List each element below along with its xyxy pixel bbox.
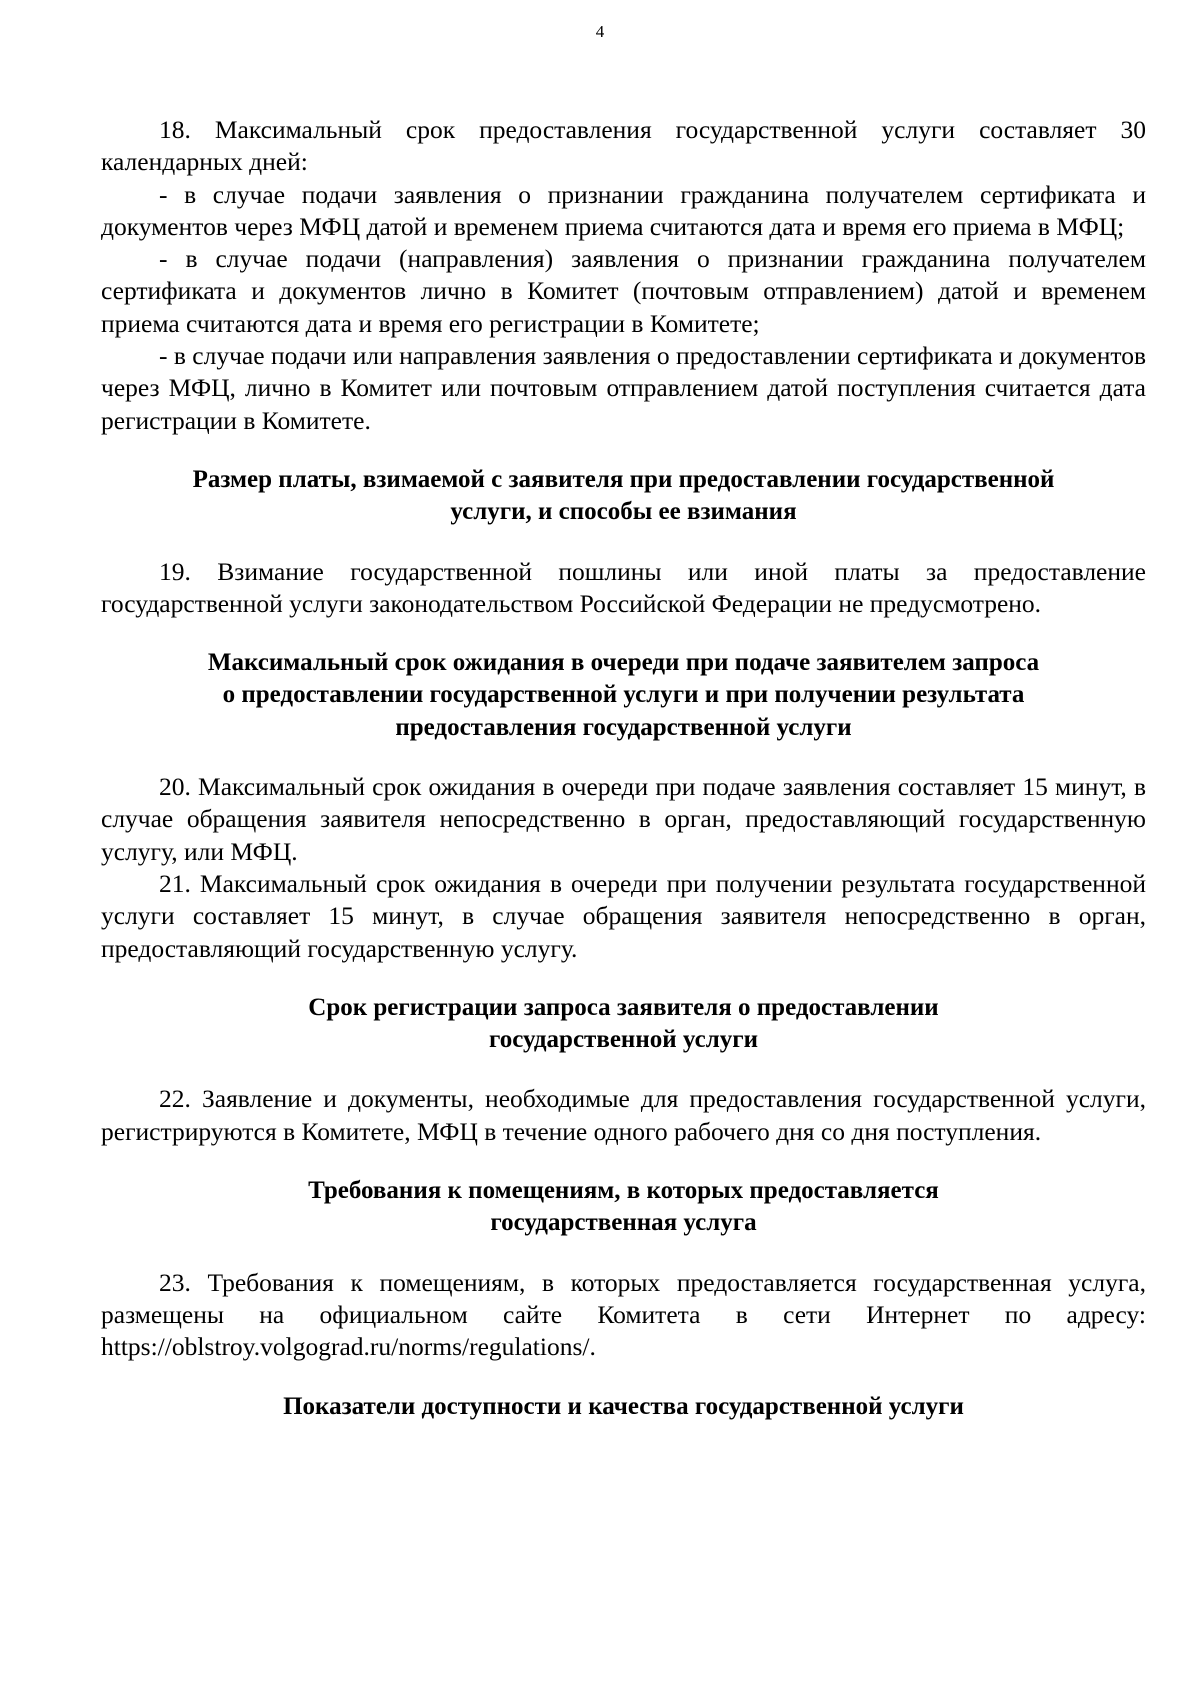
heading-line: государственная услуга — [490, 1209, 757, 1237]
heading-line: услуги, и способы ее взимания — [450, 498, 797, 526]
paragraph-18-item-mfc: - в случае подачи заявления о признании гражданина получателем сертификата и документов через МФЦ датой и временем приема считаются дата и время его приема в МФЦ; — [101, 179, 1146, 241]
heading-line: Показатели доступности и качества государственной услуги — [283, 1392, 964, 1420]
page-number: 4 — [595, 22, 605, 41]
section-heading-premises — [101, 1175, 1146, 1240]
heading-line: Максимальный срок ожидания в очереди при подаче заявителем запроса — [207, 649, 1040, 677]
heading-line: Размер платы, взимаемой с заявителя при предоставлении государственной — [192, 465, 1055, 493]
paragraph-19: 19. Взимание государственной пошлины или иной платы за предоставление государственной услуги законодательством Российской Федерации не предусмотрено. — [101, 556, 1146, 618]
section-heading-quality — [101, 1391, 1146, 1423]
paragraph-23: 23. Требования к помещениям, в которых предоставляется государственная услуга, размещены на официальном сайте Комитета в сети Интернет по адресу: https://oblstroy.volgograd.ru/norms/regulations/. — [101, 1267, 1146, 1362]
heading-line: о предоставлении государственной услуги и при получении результата — [222, 681, 1025, 709]
paragraph-18-item-certificate: - в случае подачи или направления заявления о предоставлении сертификата и документов через МФЦ, лично в Комитет или почтовым отправлением датой поступления считается дата регистрации в Комитете. — [101, 341, 1146, 435]
paragraph-18: 18. Максимальный срок предоставления государственной услуги составляет 30 календарных дней: — [101, 115, 1146, 177]
paragraph-20: 20. Максимальный срок ожидания в очереди при подаче заявления составляет 15 минут, в случае обращения заявителя непосредственно в орган, предоставляющий государственную услугу, или МФЦ. — [101, 772, 1146, 866]
section-heading-queue — [101, 647, 1146, 744]
paragraph-21: 21. Максимальный срок ожидания в очереди при получении результата государственной услуги составляет 15 минут, в случае обращения заявителя непосредственно в орган, предоставляющий государственную услугу. — [101, 868, 1146, 963]
heading-line: государственной услуги — [488, 1026, 759, 1054]
section-heading-registration — [101, 992, 1146, 1057]
document-body — [101, 114, 1146, 1423]
section-heading-fee — [101, 464, 1146, 529]
paragraph-18-item-committee: - в случае подачи (направления) заявления о признании гражданина получателем сертификата и документов лично в Комитет (почтовым отправлением) датой и временем приема считаются дата и время его регистрации в Комитете; — [101, 244, 1146, 338]
paragraph-22: 22. Заявление и документы, необходимые для предоставления государственной услуги, регистрируются в Комитете, МФЦ в течение одного рабочего дня со дня поступления. — [101, 1084, 1146, 1146]
heading-line: предоставления государственной услуги — [395, 713, 852, 741]
heading-line: Требования к помещениям, в которых предоставляется — [308, 1177, 939, 1205]
heading-line: Срок регистрации запроса заявителя о предоставлении — [308, 993, 939, 1021]
